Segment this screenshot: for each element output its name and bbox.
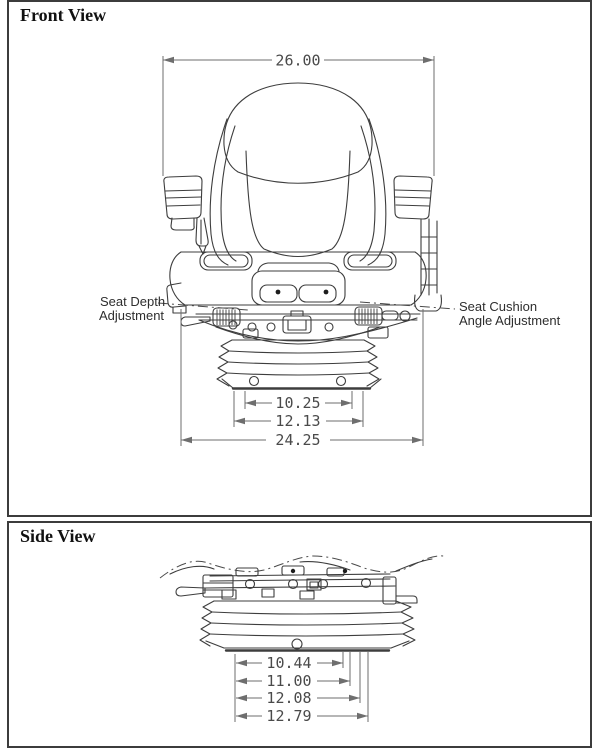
side-view-title: Side View xyxy=(20,526,96,546)
side-view-panel xyxy=(7,521,592,748)
front-view-panel xyxy=(7,0,592,517)
dim-base-width-value: 12.13 xyxy=(275,412,321,430)
bellows-front xyxy=(217,340,381,389)
front-view-title: Front View xyxy=(20,5,107,25)
armrest-left xyxy=(164,176,208,254)
seat-console xyxy=(252,263,345,305)
bellows-side xyxy=(200,601,415,651)
armrest-right xyxy=(394,176,441,311)
dim-side-2-value: 11.00 xyxy=(266,672,312,690)
dim-inner-width xyxy=(245,391,352,412)
dim-side-4-value: 12.79 xyxy=(266,707,312,725)
seat-backrest xyxy=(210,119,386,265)
suspension-assembly xyxy=(181,307,420,344)
slide-mechanism xyxy=(176,566,417,604)
dim-cushion-width-value: 24.25 xyxy=(275,431,321,449)
leader-seat-depth xyxy=(158,303,248,310)
label-seat-cushion-line1: Seat Cushion xyxy=(459,299,538,314)
front-view-drawing xyxy=(9,2,590,513)
dim-side-1-value: 10.44 xyxy=(266,654,312,672)
dim-overall-width-value: 26.00 xyxy=(275,51,321,70)
dim-overall-width xyxy=(163,52,434,177)
label-seat-cushion-line2: Angle Adjustment xyxy=(459,313,561,328)
side-view-drawing xyxy=(9,523,590,746)
dim-inner-width-value: 10.25 xyxy=(275,394,321,412)
label-seat-depth-line2: Adjustment xyxy=(99,308,165,323)
dim-side-3-value: 12.08 xyxy=(266,689,312,707)
label-seat-depth-line1: Seat Depth xyxy=(100,294,166,309)
